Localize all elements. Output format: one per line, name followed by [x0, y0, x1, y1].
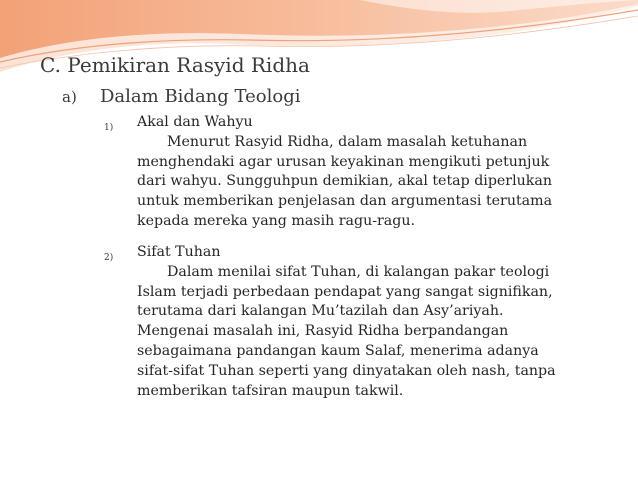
item-2-first-line: Dalam menilai sifat Tuhan, di kalangan pakar teologi	[167, 263, 550, 280]
item-1-number: 1)	[104, 123, 114, 133]
item-1-line: menghendaki agar urusan keyakinan mengikuti petunjuk	[137, 153, 550, 170]
subheading-text: Dalam Bidang Teologi	[100, 86, 301, 107]
item-2-line: sifat-sifat Tuhan seperti yang dinyatakan oleh nash, tanpa	[137, 362, 556, 379]
item-2-line: Islam terjadi perbedaan pendapat yang sangat signifikan,	[137, 283, 553, 300]
item-1-first-line: Menurut Rasyid Ridha, dalam masalah ketuhanan	[167, 133, 528, 150]
subheading	[62, 86, 301, 107]
item-1-body	[137, 113, 607, 232]
slide-heading: C. Pemikiran Rasyid Ridha	[40, 53, 310, 77]
subheading-marker: a)	[62, 88, 77, 106]
item-1-title: Akal dan Wahyu	[137, 114, 253, 130]
item-2-number: 2)	[104, 253, 114, 263]
item-1-line: untuk memberikan penjelasan dan argumentasi terutama	[137, 193, 553, 210]
item-2-line: sebagaimana pandangan kaum Salaf, menerima adanya	[137, 342, 539, 359]
item-1-line: dari wahyu. Sungguhpun demikian, akal tetap diperlukan	[137, 173, 552, 190]
item-2-line: memberikan tafsiran maupun takwil.	[137, 382, 404, 399]
item-1-line: kepada mereka yang masih ragu-ragu.	[137, 212, 415, 229]
item-2-title: Sifat Tuhan	[137, 244, 221, 260]
item-2-line: terutama dari kalangan Mu’tazilah dan Asy’ariyah.	[137, 303, 504, 320]
item-2-line: Mengenai masalah ini, Rasyid Ridha berpandangan	[137, 323, 509, 340]
item-2-body	[137, 243, 607, 401]
